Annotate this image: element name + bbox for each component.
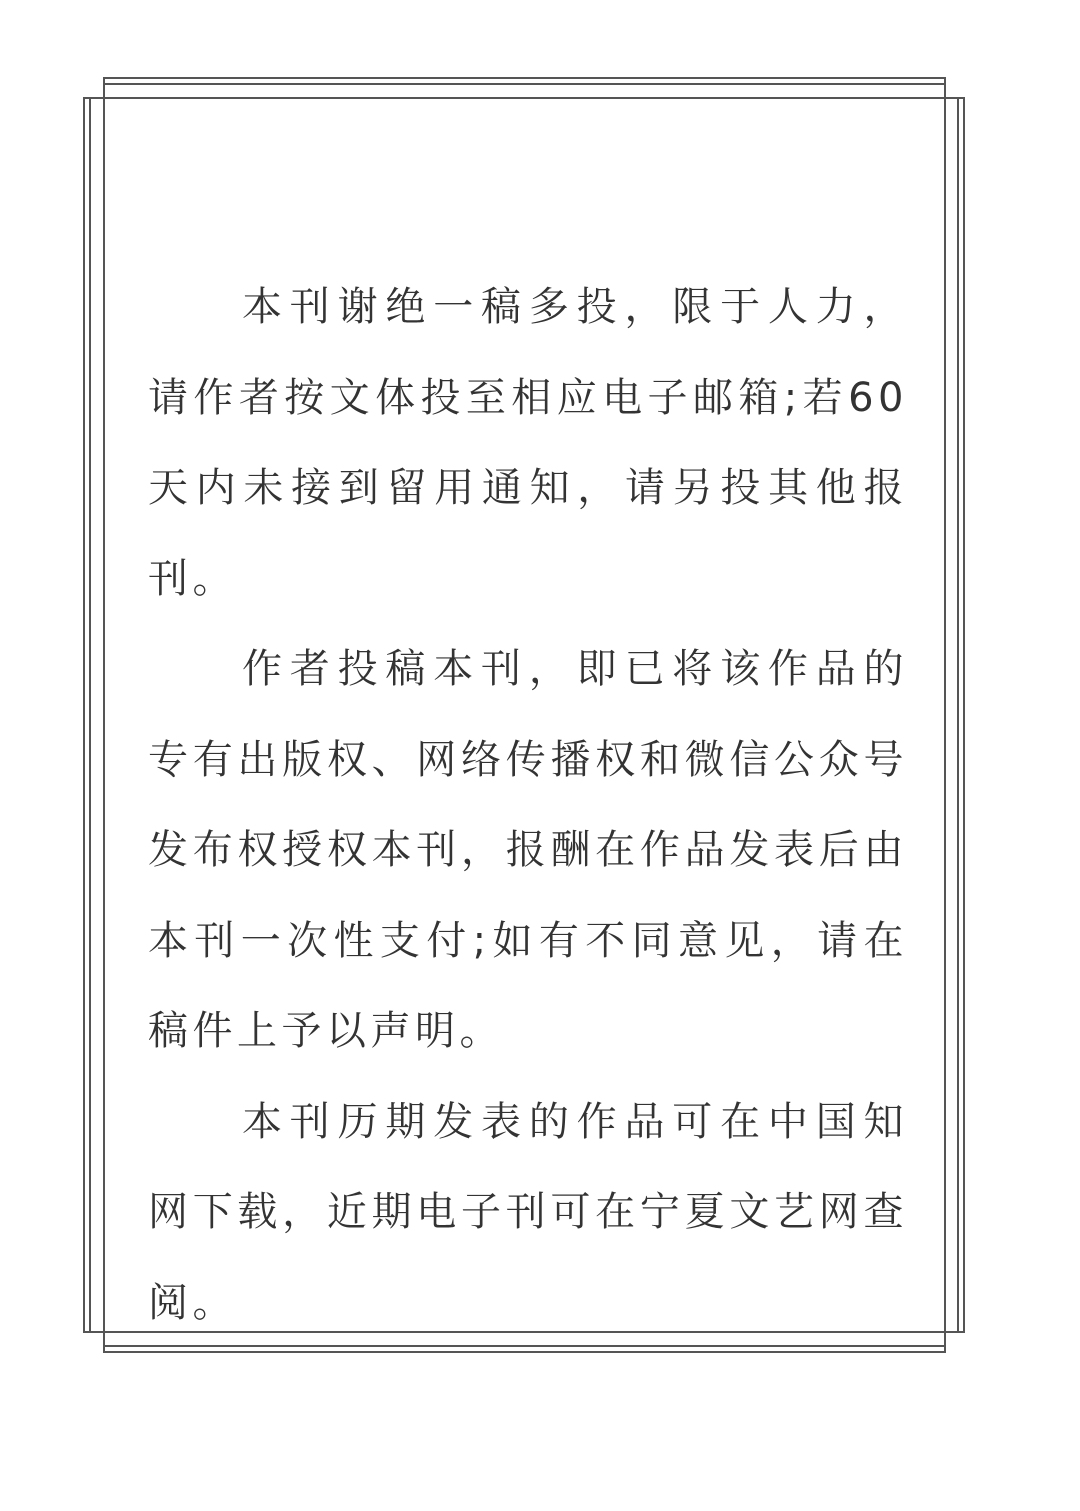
notice-body — [148, 262, 908, 1348]
notice-paragraph-copyright: 作者投稿本刊，即已将该作品的专有出版权、网络传播权和微信公众号发布权授权本刊，报酬在作品发表后由本刊一次性支付;如有不同意见，请在稿件上予以声明。 — [148, 646, 908, 1054]
notice-paragraph-archive: 本刊历期发表的作品可在中国知网下载，近期电子刊可在宁夏文艺网查阅。 — [148, 1098, 908, 1326]
notice-paragraph-submission: 本刊谢绝一稿多投，限于人力，请作者按文体投至相应电子邮箱;若60天内未接到留用通知，请另投其他报刊。 — [148, 284, 908, 602]
